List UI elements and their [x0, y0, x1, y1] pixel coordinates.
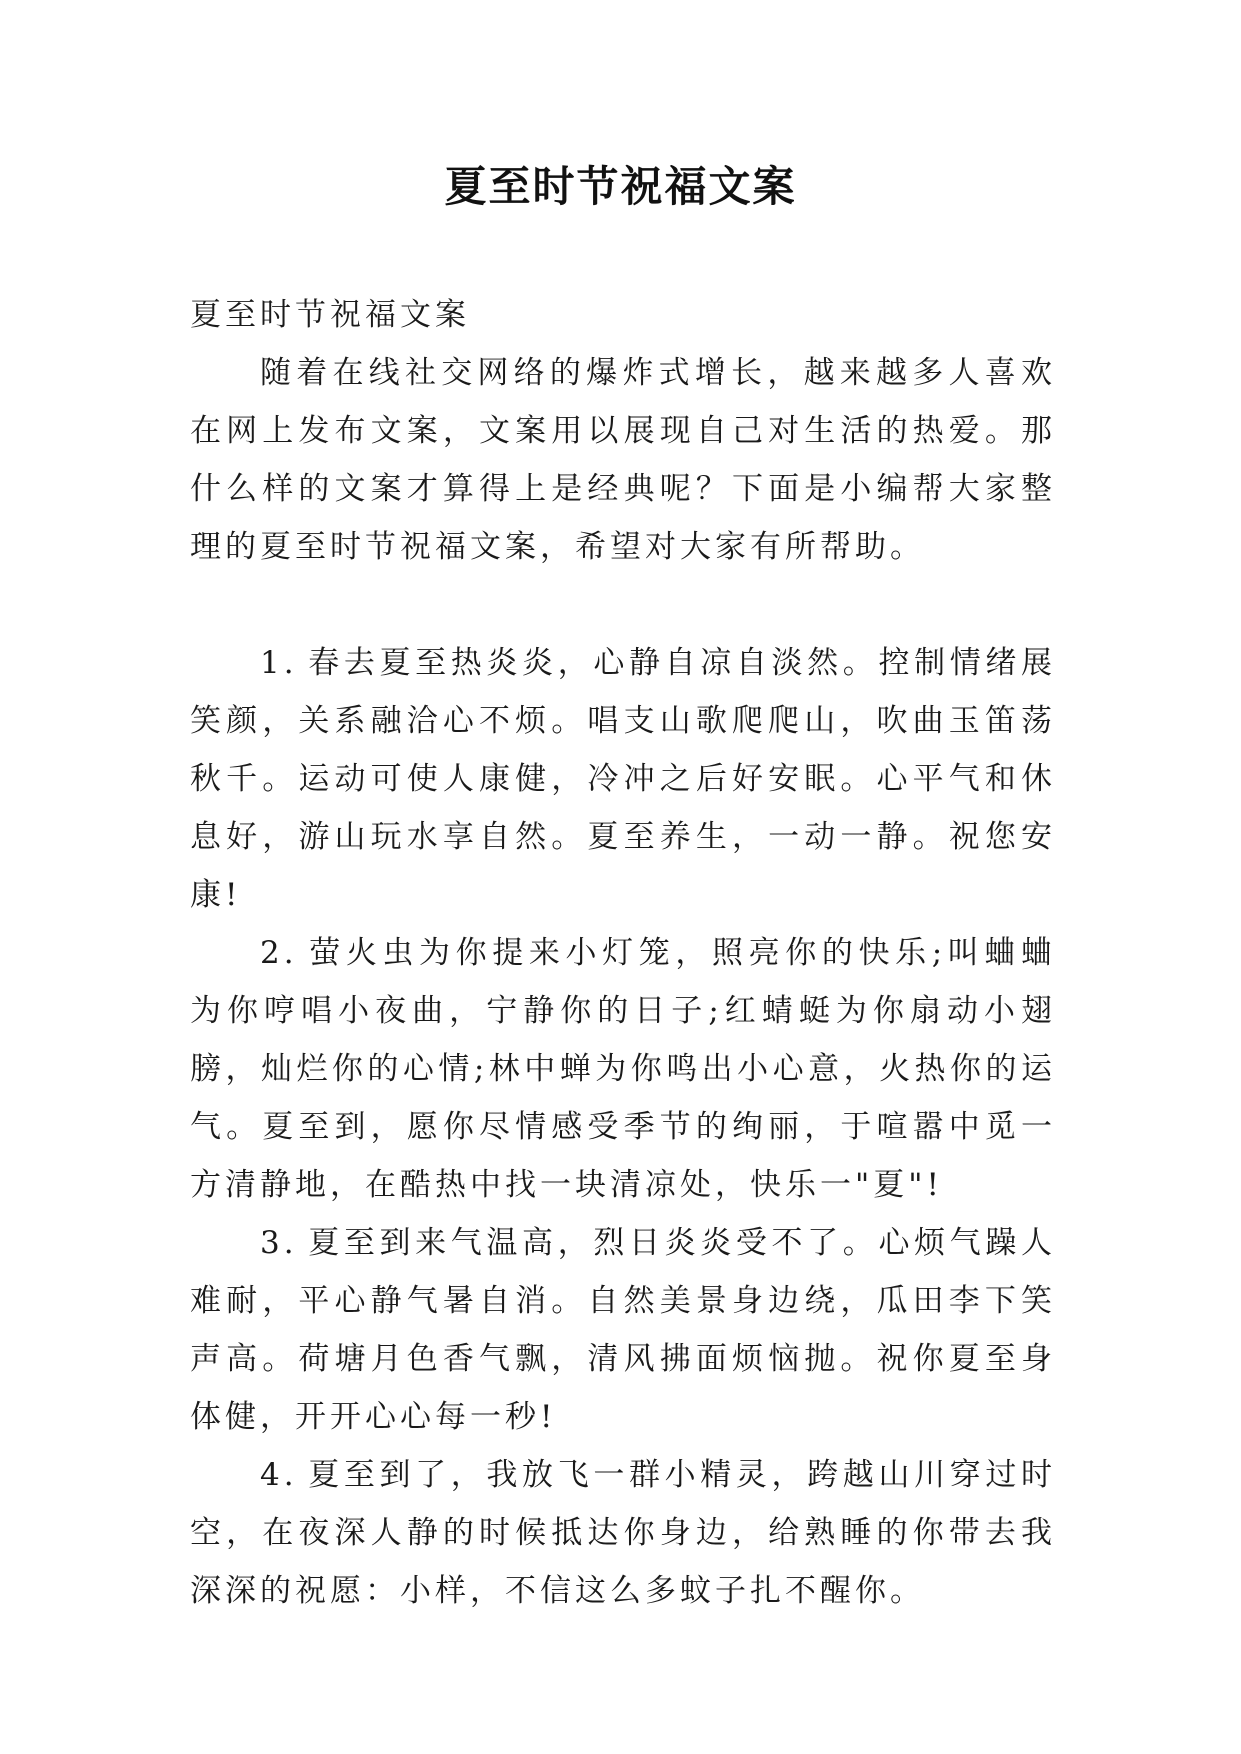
list-item-text: 夏至到了，我放飞一群小精灵，跨越山川穿过时空，在夜深人静的时候抵达你身边，给熟睡的你带去我深深的祝愿：小样，不信这么多蚊子扎不醒你。	[190, 1457, 1056, 1609]
list-item-text: 夏至到来气温高，烈日炎炎受不了。心烦气躁人难耐，平心静气暑自消。自然美景身边绕，瓜田李下笑声高。荷塘月色香气飘，清风拂面烦恼抛。祝你夏至身体健，开开心心每一秒!	[190, 1225, 1056, 1435]
list-item-number: 2.	[260, 935, 298, 971]
list-item-number: 1.	[260, 645, 298, 681]
document-subtitle: 夏至时节祝福文案	[190, 297, 470, 333]
list-item	[190, 634, 1056, 924]
list-item-number: 4.	[260, 1457, 298, 1493]
intro-paragraph: 随着在线社交网络的爆炸式增长，越来越多人喜欢在网上发布文案，文案用以展现自己对生活的热爱。那什么样的文案才算得上是经典呢？下面是小编帮大家整理的夏至时节祝福文案，希望对大家有所帮助。	[190, 355, 1056, 565]
list-item-text: 春去夏至热炎炎，心静自凉自淡然。控制情绪展笑颜，关系融洽心不烦。唱支山歌爬爬山，吹曲玉笛荡秋千。运动可使人康健，冷冲之后好安眠。心平气和休息好，游山玩水享自然。夏至养生，一动一静。祝您安康!	[190, 645, 1056, 913]
document-body	[190, 286, 1056, 1620]
list-item	[190, 1214, 1056, 1446]
paragraph-spacer	[190, 576, 1056, 634]
list-item-number: 3.	[260, 1225, 298, 1261]
list-item	[190, 1446, 1056, 1620]
document-title: 夏至时节祝福文案	[444, 162, 797, 211]
list-item	[190, 924, 1056, 1214]
list-item-text: 萤火虫为你提来小灯笼，照亮你的快乐;叫蛐蛐为你哼唱小夜曲，宁静你的日子;红蜻蜓为你扇动小翅膀，灿烂你的心情;林中蝉为你鸣出小心意，火热你的运气。夏至到，愿你尽情感受季节的绚丽，于喧嚣中觅一方清静地，在酷热中找一块清凉处，快乐一"夏"!	[190, 935, 1056, 1203]
